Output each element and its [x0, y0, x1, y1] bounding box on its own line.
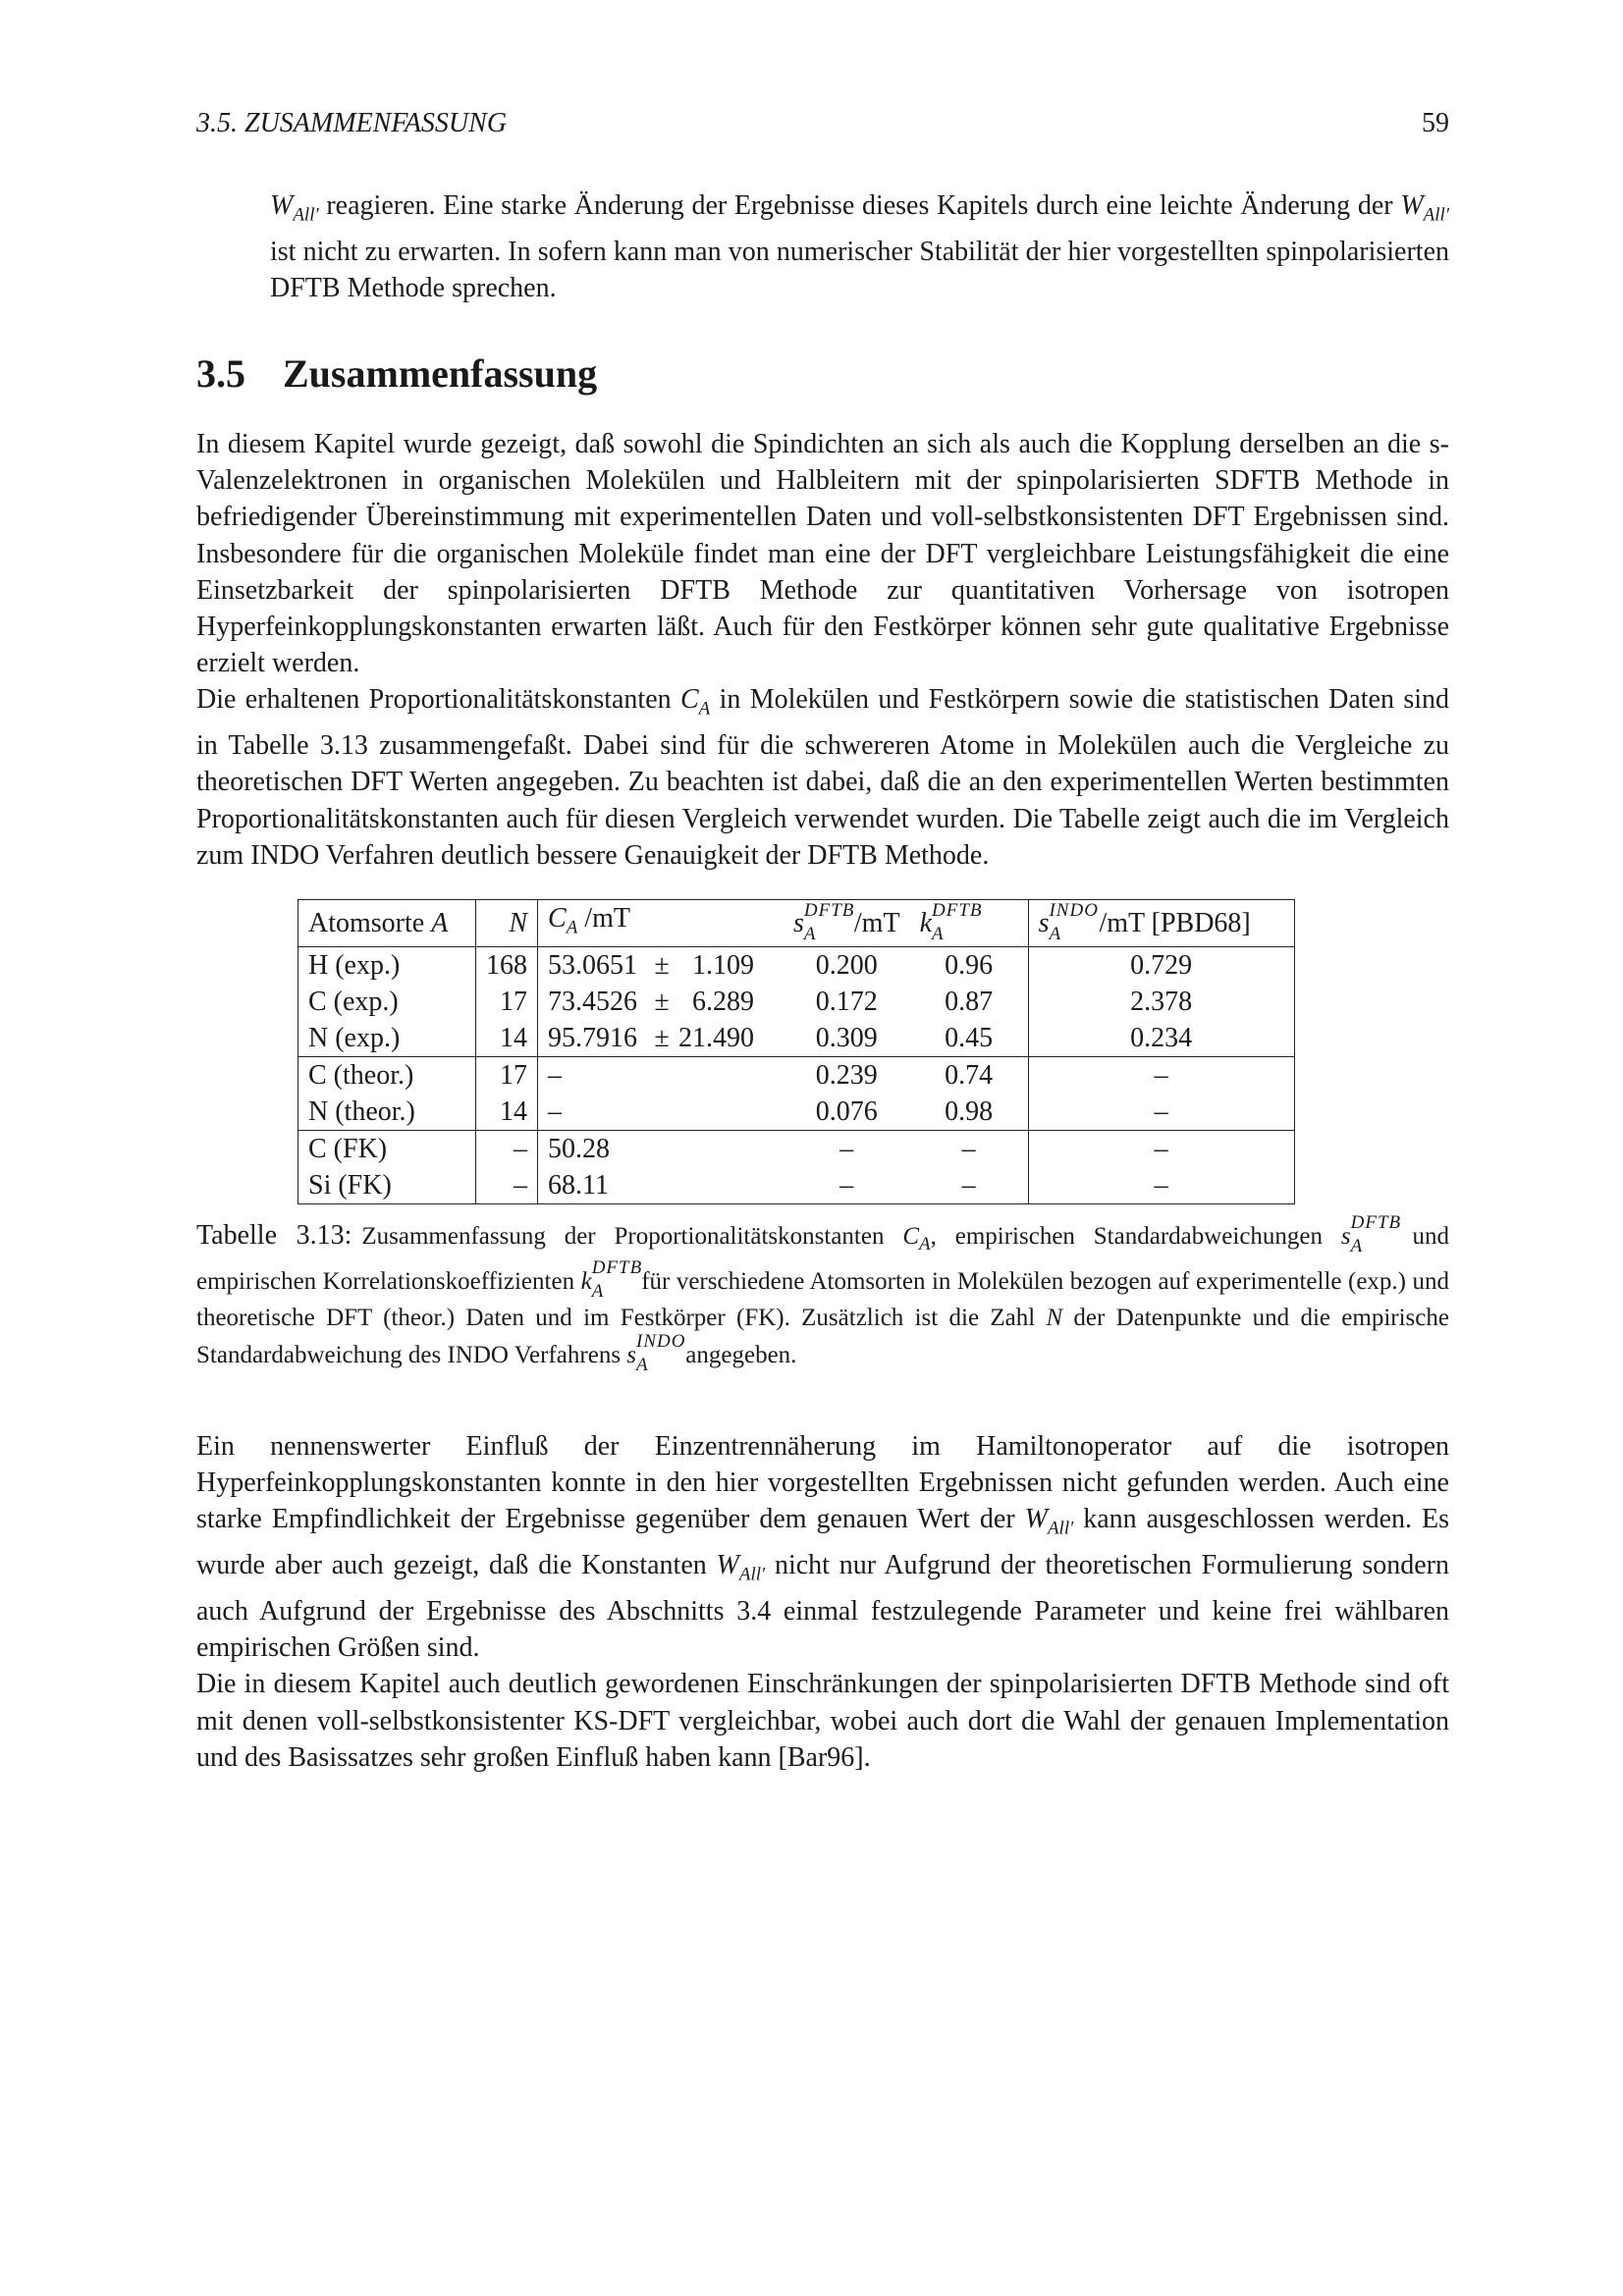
table-row: C (exp.) 17 73.4526 ± 6.289 0.172 0.87 2.378 — [298, 984, 1295, 1020]
header-atom: Atomsorte A — [298, 900, 476, 947]
summary-table-wrapper — [298, 899, 1295, 1204]
section-heading — [196, 350, 597, 397]
section-title: Zusammenfassung — [283, 351, 598, 396]
table-caption: Tabelle 3.13: Zusammenfassung der Proportionalitätskonstanten $C_A$, empirischen Standardabweichungen s DFTB A und empirischen Korrelationskoeffizienten k DFTB A für verschiedene Atomsorten in Molekülen bezogen auf experimentelle (exp.) und theoretische DFT (theor.) Daten und im Festkörper (FK). Zusätzlich ist die Zahl N der Datenpunkte und die empirische Standardabweichung des INDO Verfahrens s INDO A angegeben. — [196, 1212, 1450, 1375]
table-row: H (exp.) 168 53.0651 ± 1.109 0.200 0.96 0.729 — [298, 946, 1295, 984]
intro-paragraph: $W_{All'}$ reagieren. Eine starke Änderung der Ergebnisse dieses Kapitels durch eine leichte Änderung der $W_{All'}$ ist nicht zu erwarten. In sofern kann man von numerischer Stabilität der hier vorgestellten spinpolarisierten DFTB Methode sprechen. — [270, 190, 1449, 303]
table-row: Si (FK) – 68.11 – – – — [298, 1167, 1295, 1204]
summary-paragraphs — [196, 426, 1449, 874]
section-number: 3.5 — [196, 351, 245, 396]
summary-table — [298, 899, 1295, 1204]
table-header-row — [298, 900, 1295, 947]
final-paragraphs — [196, 1428, 1449, 1776]
final-paragraph-2: Die in diesem Kapitel auch deutlich gewordenen Einschränkungen der spinpolarisierten DFTB Methode sind oft mit denen voll-selbstkonsistenter KS-DFT vergleichbar, wobei auch dort die Wahl der genauen Implementation und des Basissatzes sehr großen Einfluß haben kann [Bar96]. — [196, 1669, 1449, 1773]
caption-label: Tabelle 3.13: — [196, 1220, 352, 1251]
header-k-dftb: k DFTB A — [910, 900, 1029, 947]
table-row: N (theor.) 14 – 0.076 0.98 – — [298, 1094, 1295, 1131]
header-s-dftb: s DFTB A /mT — [784, 900, 910, 947]
table-row: C (FK) – 50.28 – – – — [298, 1130, 1295, 1167]
final-paragraph-1: Ein nennenswerter Einfluß der Einzentrennäherung im Hamiltonoperator auf die isotropen Hyperfeinkopplungskonstanten konnte in den hier vorgestellten Ergebnissen nicht gefunden werden. Auch eine starke Empfindlichkeit der Ergebnisse gegenüber dem genauen Wert der $W_{All'}$ kann ausgeschlossen werden. Es wurde aber auch gezeigt, daß die Konstanten $W_{All'}$ nicht nur Aufgrund der theoretischen Formulierung sondern auch Aufgrund der Ergebnisse des Abschnitts 3.4 einmal festzulegende Parameter und keine frei wählbaren empirischen Größen sind. — [196, 1431, 1450, 1664]
header-n: N — [476, 900, 538, 947]
table-row: N (exp.) 14 95.7916 ± 21.490 0.309 0.45 0.234 — [298, 1020, 1295, 1057]
summary-paragraph-1: In diesem Kapitel wurde gezeigt, daß sowohl die Spindichten an sich als auch die Kopplung derselben an die s-Valenzelektronen in organischen Molekülen und Halbleitern mit der spinpolarisierten SDFTB Methode in befriedigender Übereinstimmung mit experimentellen Daten und voll-selbstkonsistenten DFT Ergebnissen sind. Insbesondere für die organischen Moleküle findet man eine der DFT vergleichbare Leistungsfähigkeit die eine Einsetzbarkeit der spinpolarisierten DFTB Methode zur quantitativen Vorhersage von isotropen Hyperfeinkopplungskonstanten erwarten läßt. Auch für den Festkörper können sehr gute qualitative Ergebnisse erzielt werden. — [196, 429, 1449, 679]
table-row: C (theor.) 17 – 0.239 0.74 – — [298, 1056, 1295, 1094]
running-header — [196, 108, 1449, 147]
header-s-indo: s INDO A /mT [PBD68] — [1028, 900, 1294, 947]
summary-paragraph-2: Die erhaltenen Proportionalitätskonstanten $C_A$ in Molekülen und Festkörpern sowie die statistischen Daten sind in Tabelle 3.13 zusammengefaßt. Dabei sind für die schwereren Atome in Molekülen auch die Vergleiche zu theoretischen DFT Werten angegeben. Zu beachten ist dabei, daß die an den experimentellen Werten bestimmten Proportionalitätskonstanten auch für diesen Vergleich verwendet wurden. Die Tabelle zeigt auch die im Vergleich zum INDO Verfahren deutlich bessere Genauigkeit der DFTB Methode. — [196, 684, 1449, 871]
running-header-title: 3.5. ZUSAMMENFASSUNG — [196, 108, 508, 138]
header-ca: $C_A$ /mT — [538, 900, 784, 947]
page-number: 59 — [1422, 108, 1449, 138]
